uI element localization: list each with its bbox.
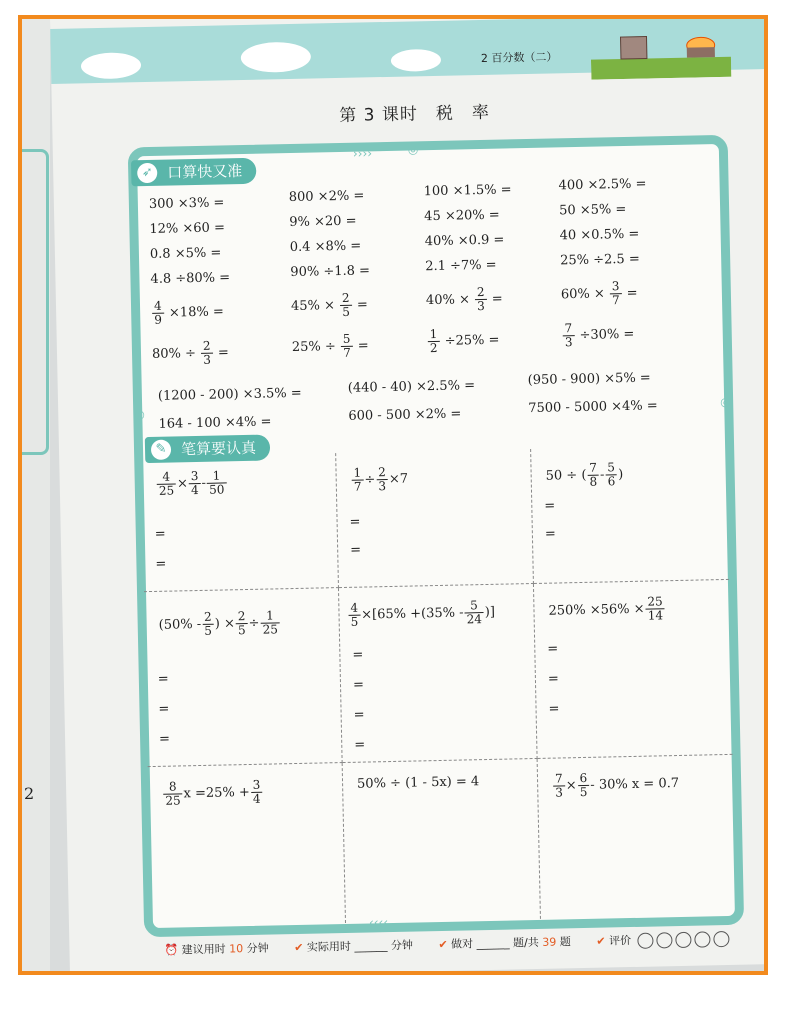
answer-line: = <box>547 641 559 657</box>
lesson-title: 第 3 课时 税 率 <box>339 102 491 126</box>
written-problem: $\frac{4}{25}$ × $\frac{3}{4}$ - $\frac{1}{50}$ <box>155 469 227 497</box>
rocket-icon: ➶ <box>137 163 157 183</box>
answer-line: = <box>350 542 362 558</box>
oral-problem: 600 - 500 ×2% = <box>348 406 462 424</box>
oral-problem: (1200 - 200) ×3.5% = <box>157 385 302 404</box>
rating: ✔ 评价 <box>596 932 729 948</box>
oral-problem: 45 ×20% = <box>424 207 500 225</box>
written-problem-cell <box>141 453 339 592</box>
answer-line: = <box>354 737 366 753</box>
medal-icon <box>637 933 653 949</box>
answer-line: = <box>155 556 167 572</box>
actual-time: ✔ 实际用时 ______ 分钟 <box>294 938 414 955</box>
oral-problem: 0.4 ×8% = <box>289 238 362 256</box>
answer-line: = <box>352 647 364 663</box>
written-problem-cell <box>531 445 729 584</box>
answer-line: = <box>544 498 556 514</box>
cloud-decoration <box>81 52 142 79</box>
written-problem-cell <box>538 755 736 919</box>
written-problem-cell <box>144 588 343 767</box>
clock-icon: ⏰ <box>164 943 179 957</box>
written-problem: (50% - $\frac{2}{5}$ ) × $\frac{2}{5}$ ÷ $\frac{1}{25}$ <box>158 608 279 638</box>
written-problem: $\frac{8}{25}$ x =25% + $\frac{3}{4}$ <box>162 779 264 808</box>
oral-problem: 7500 - 5000 ×4% = <box>528 398 658 417</box>
checkmark-icon: ✔ <box>596 934 606 948</box>
oral-problem: 0.8 ×5% = <box>149 245 222 262</box>
answer-line: = <box>154 526 166 542</box>
oral-problem: 40% × $\frac{2}{3}$ = <box>425 284 503 314</box>
answer-line: = <box>544 526 556 542</box>
workbook-page <box>50 15 768 975</box>
left-page-edge <box>22 19 50 975</box>
oral-problem: 800 ×2% = <box>288 188 365 206</box>
oral-problem: 12% ×60 = <box>149 220 226 237</box>
section-oral-label <box>131 158 257 187</box>
fraction: $\frac{2}{5}$ <box>341 290 351 319</box>
cloud-decoration <box>391 49 441 72</box>
written-problem: 50% ÷ (1 - 5x) = 4 <box>356 774 480 792</box>
oral-problem: 25% ÷ $\frac{5}{7}$ = <box>291 331 369 360</box>
written-problem: 250% ×56% × $\frac{25}{14}$ <box>548 594 664 623</box>
suggested-time: ⏰ 建议用时 10 分钟 <box>164 941 269 957</box>
circle-decoration: ◎ <box>407 142 419 157</box>
answer-line: = <box>158 701 170 717</box>
fraction: $\frac{2}{3}$ <box>476 284 485 314</box>
answer-line: = <box>352 677 365 693</box>
written-problem-cell <box>343 759 541 923</box>
oral-problem: 100 ×1.5% = <box>423 182 512 200</box>
pencil-icon: ✎ <box>151 440 171 460</box>
oral-problem: 60% × $\frac{3}{7}$ = <box>560 279 638 308</box>
oral-problem: 40% ×0.9 = <box>424 232 505 250</box>
fraction: $\frac{2}{3}$ <box>202 338 212 367</box>
medal-icon <box>656 932 672 948</box>
oral-problem: (950 - 900) ×5% = <box>527 370 651 389</box>
written-problem: $\frac{4}{5}$ ×[65% +(35% - $\frac{5}{24}$ )] <box>350 598 496 629</box>
cloud-decoration <box>241 42 312 73</box>
left-page-number: 2 <box>24 784 35 803</box>
oral-problem: 2.1 ÷7% = <box>425 257 497 275</box>
written-problem-cell <box>534 580 733 759</box>
section-written-title: 笔算要认真 <box>180 438 257 459</box>
oral-problem: 45% × $\frac{2}{5}$ = <box>290 290 368 319</box>
fraction: $\frac{3}{7}$ <box>611 279 620 308</box>
fraction: $\frac{1}{2}$ <box>429 326 438 356</box>
medal-icon <box>694 931 710 947</box>
oral-problem: 90% ÷1.8 = <box>290 263 371 281</box>
arrow-decoration: ‹‹‹‹ <box>368 915 389 930</box>
section-oral-title: 口算快又准 <box>167 162 243 182</box>
checkmark-icon: ✔ <box>294 940 304 955</box>
written-problem-cell <box>339 584 538 763</box>
written-problem-cell <box>148 763 346 927</box>
oral-problem: 4.8 ÷80% = <box>150 270 231 287</box>
written-problem: $\frac{1}{7}$ ÷ $\frac{2}{3}$ ×7 <box>353 465 409 494</box>
garden-illustration <box>590 27 731 80</box>
oral-problem: 164 - 100 ×4% = <box>158 414 272 432</box>
left-page-border <box>22 149 49 455</box>
oral-problem: $\frac{4}{9}$ ×18% = <box>153 298 224 327</box>
written-problem: 50 ÷ ( $\frac{7}{8}$ - $\frac{5}{6}$ ) <box>545 460 624 489</box>
oral-problem: 25% ÷2.5 = <box>560 251 640 269</box>
oral-problem: 400 ×2.5% = <box>558 176 647 194</box>
arrow-decoration: ›››› <box>352 146 373 161</box>
answer-line: = <box>349 514 361 530</box>
photo-frame <box>18 15 768 975</box>
answer-line: = <box>548 701 560 717</box>
circle-decoration: ◎ <box>134 407 145 422</box>
answer-line: = <box>353 707 365 723</box>
oral-problem: $\frac{1}{2}$ ÷25% = <box>429 326 500 356</box>
correct-count: ✔ 做对 ______ 题/共 39 题 <box>438 935 571 952</box>
answer-line: = <box>547 671 559 687</box>
written-problem-cell <box>336 449 534 588</box>
answer-line: = <box>157 671 169 687</box>
written-grid <box>141 445 736 930</box>
oral-problem: (440 - 40) ×2.5% = <box>347 378 476 396</box>
fraction: $\frac{4}{9}$ <box>153 298 163 327</box>
oral-problem: 50 ×5% = <box>558 201 627 219</box>
chapter-heading: 2 百分数（二） <box>480 50 558 65</box>
medal-icon <box>713 931 729 947</box>
oral-problem: $\frac{7}{3}$ ÷30% = <box>564 321 635 350</box>
answer-line: = <box>158 731 171 747</box>
fraction: $\frac{5}{7}$ <box>342 331 351 360</box>
fraction: $\frac{7}{3}$ <box>564 321 573 350</box>
oral-problem: 40 ×0.5% = <box>559 226 640 244</box>
header-banner <box>50 15 768 84</box>
oral-problem: 9% ×20 = <box>289 213 357 231</box>
checkmark-icon: ✔ <box>438 937 448 952</box>
medal-icon <box>675 932 691 948</box>
oral-problem: 80% ÷ $\frac{2}{3}$ = <box>151 338 229 367</box>
circle-decoration: ◎ <box>720 394 731 410</box>
written-problem: $\frac{7}{3}$ × $\frac{6}{5}$ - 30% x = 0.7 <box>554 770 680 800</box>
oral-problem: 300 ×3% = <box>148 195 225 212</box>
